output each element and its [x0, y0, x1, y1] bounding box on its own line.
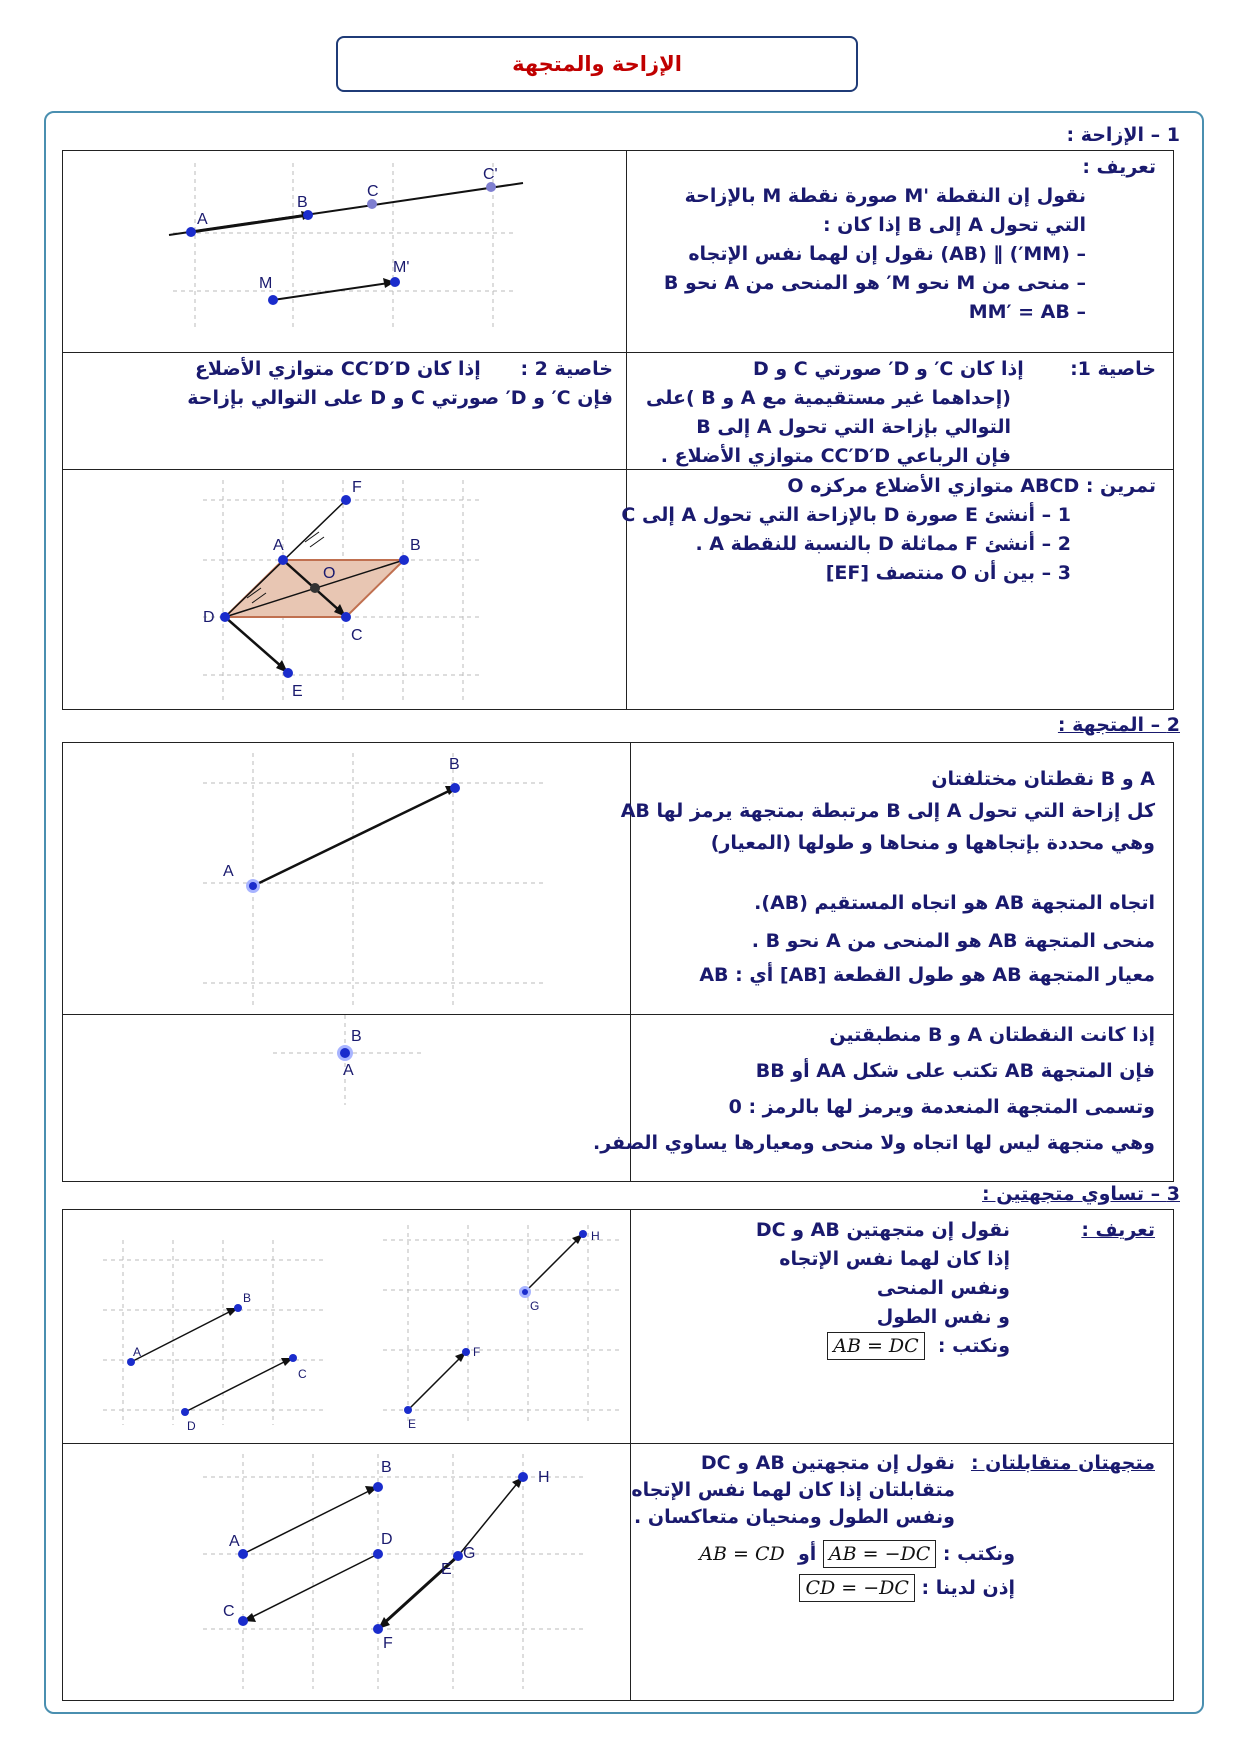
section3-heading: 3 – تساوي متجهتين :: [982, 1183, 1180, 1205]
exercise-line: 1 – أنشئ E صورة D بالإزاحة التي تحول A إلى C: [621, 504, 1071, 526]
fig1-label: C': [483, 166, 498, 183]
vector-mm: [273, 283, 389, 300]
vector-ab: [191, 215, 308, 232]
zero-line: فإن المتجهة AB تكتب على شكل AA أو BB: [755, 1060, 1155, 1082]
prop1-line: التوالي بإزاحة التي تحول A إلى B: [696, 416, 1011, 438]
fig2-label: D: [203, 609, 215, 626]
section1-table: [62, 150, 1174, 710]
translation-definition: [626, 151, 1156, 327]
opposite-line: متقابلتان إذا كان لهما نفس الإتجاه: [631, 1479, 955, 1501]
fig1-label: B: [297, 194, 308, 211]
exercise: [621, 470, 1156, 588]
title-box: [336, 36, 858, 92]
vector-figure: [63, 743, 630, 1014]
equality-def-title: تعريف :: [1081, 1219, 1155, 1241]
prop1-label: خاصية 1:: [1070, 358, 1156, 380]
fig6-label: G: [463, 1545, 476, 1562]
fig6-label: F: [383, 1635, 393, 1652]
fig1-label: A: [197, 211, 208, 228]
opposite-formula-b: AB = −DC: [823, 1540, 936, 1568]
fig2-label: E: [292, 683, 303, 700]
zero-line: وتسمى المتجهة المنعدمة ويرمز لها بالرمز : 0: [728, 1096, 1155, 1118]
translation-figure: [63, 151, 626, 352]
zero-vector-figure: [63, 1015, 630, 1180]
exercise-line: 2 – أنشئ F مماثلة D بالنسبة للنقطة A .: [695, 533, 1071, 555]
fig3-label: A: [223, 863, 234, 880]
fig6-label: D: [381, 1531, 393, 1548]
def-line: – منحى من M نحو M′ هو المنحى من A نحو B: [663, 272, 1086, 294]
vector-line: اتجاه المتجهة AB هو اتجاه المستقيم (AB).: [754, 892, 1155, 914]
def-line: – MM′ = AB: [968, 301, 1086, 323]
opposite-line: أو: [797, 1543, 817, 1565]
section2-heading: 2 – المتجهة :: [1057, 714, 1180, 736]
zero-line: وهي متجهة ليس لها اتجاه ولا منحى ومعيارها يساوي الصفر.: [592, 1132, 1155, 1154]
exercise-line: 3 – بين أن O منتصف [EF]: [825, 562, 1071, 584]
fig2-label: O: [323, 565, 336, 582]
page-title: الإزاحة والمتجهة: [512, 52, 682, 76]
prop2-line: فإن C′ و D′ صورتي C و D على التوالي بإزاحة: [187, 387, 613, 409]
section1-heading: 1 – الإزاحة :: [1066, 124, 1180, 146]
equality-line: و نفس الطول: [876, 1306, 1010, 1328]
equal-vectors-figure: [63, 1210, 630, 1443]
fig5-label: C: [298, 1367, 307, 1381]
fig6-label: H: [538, 1469, 550, 1486]
fig5-label: H: [591, 1229, 600, 1243]
property-2: [63, 353, 613, 413]
fig4-label: B: [351, 1028, 362, 1045]
fig3-label: B: [449, 756, 460, 773]
fig5-label: D: [187, 1419, 196, 1433]
section2-table: [62, 742, 1174, 1182]
opposite-line: ونفس الطول ومنحيان متعاكسان .: [634, 1506, 955, 1528]
vector-text: [620, 763, 1155, 991]
fig2-label: F: [352, 479, 362, 496]
opposite-line: إذن لدينا :: [921, 1577, 1015, 1599]
prop1-line: إذا كان C′ و D′ صورتي C و D: [752, 358, 1024, 380]
fig6-label: B: [381, 1459, 392, 1476]
opposite-line: نقول إن متجهتين AB و DC: [700, 1452, 955, 1474]
opposite-vectors-definition: [630, 1450, 1155, 1599]
fig5-label: F: [473, 1345, 481, 1359]
def-title: تعريف :: [1082, 156, 1156, 178]
vector-de: [225, 617, 282, 667]
fig1-label: M: [259, 275, 273, 292]
opposite-title: متجهتان متقابلتان :: [970, 1452, 1155, 1474]
opposite-vectors-figure: [63, 1444, 630, 1699]
exercise-line: تمرين : ABCD متوازي الأضلاع مركزه O: [787, 475, 1156, 497]
def-line: – (MM′) ∥ (AB) نقول إن لهما نفس الإتجاه: [688, 243, 1086, 265]
equality-line: ونفس المنحى: [876, 1277, 1010, 1299]
fig6-label: E: [441, 1561, 452, 1578]
fig1-label: M': [393, 259, 410, 276]
equality-line: ونكتب :: [937, 1335, 1010, 1357]
fig6-label: C: [223, 1603, 235, 1620]
parallelogram-figure: [63, 470, 626, 708]
zero-vector-text: [592, 1017, 1155, 1161]
vector-line: كل إزاحة التي تحول A إلى B مرتبطة بمتجهة يرمز لها AB: [620, 800, 1155, 822]
fig2-label: C: [351, 627, 363, 644]
equality-definition: [630, 1216, 1155, 1357]
property-1: [626, 353, 1156, 471]
vector-line: وهي محددة بإتجاهها و منحاها و طولها (المعيار): [710, 832, 1155, 854]
def-line: التي تحول A إلى B إذا كان :: [822, 214, 1086, 236]
fig5-label: B: [243, 1291, 252, 1305]
prop1-line: (إحداهما غير مستقيمية مع A و B )على: [646, 387, 1011, 409]
prop2-line: إذا كان CC′D′D متوازي الأضلاع: [194, 358, 481, 380]
opposite-line: ونكتب :: [942, 1543, 1015, 1565]
prop1-line: فإن الرباعي CC′D′D متوازي الأضلاع .: [660, 445, 1011, 467]
section3-table: [62, 1209, 1174, 1701]
prop2-label: خاصية 2 :: [520, 358, 613, 380]
zero-line: إذا كانت النقطتان A و B منطبقتين: [829, 1024, 1155, 1046]
fig4-label: A: [343, 1062, 354, 1079]
equality-line: نقول إن متجهتين AB و DC: [755, 1219, 1010, 1241]
opposite-formula-a: AB = CD: [699, 1543, 785, 1565]
equality-line: إذا كان لهما نفس الإتجاه: [779, 1248, 1010, 1270]
vector-line: معيار المتجهة AB هو طول القطعة [AB] أي : AB: [699, 964, 1155, 986]
vector-line: منحى المتجهة AB هو المنحى من A نحو B .: [751, 930, 1155, 952]
opposite-formula-c: CD = −DC: [799, 1574, 914, 1602]
vector-line: A و B نقطتان مختلفتان: [931, 768, 1155, 790]
fig6-label: A: [229, 1533, 240, 1550]
fig5-label: E: [408, 1417, 417, 1431]
fig2-label: B: [410, 537, 421, 554]
fig5-label: A: [133, 1345, 142, 1359]
fig2-label: A: [273, 537, 284, 554]
fig1-label: C: [367, 183, 379, 200]
equality-formula: AB = DC: [827, 1332, 924, 1360]
fig5-label: G: [530, 1299, 540, 1313]
def-line: نقول إن النقطة 'M صورة نقطة M بالإزاحة: [684, 185, 1086, 207]
